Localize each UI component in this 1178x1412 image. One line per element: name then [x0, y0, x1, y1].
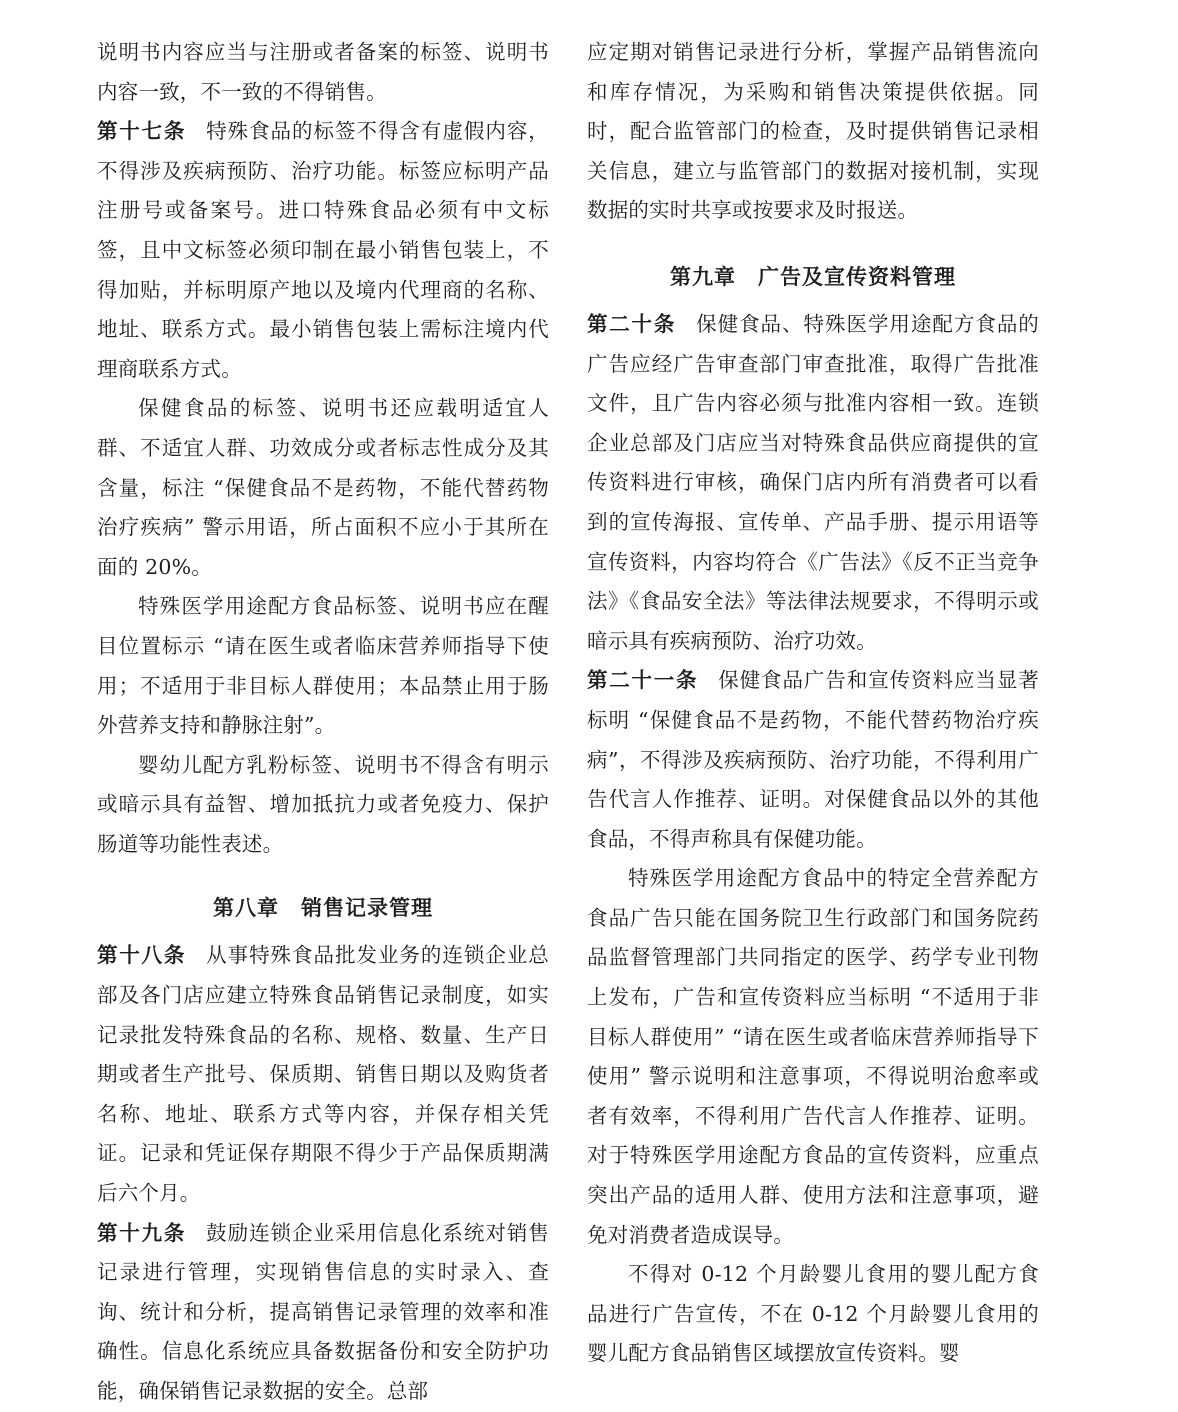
article-20-label: 第二十条	[587, 311, 677, 336]
chapter-9-title: 广告及宣传资料管理	[758, 264, 956, 289]
paragraph-infant-formula-label: 婴幼儿配方乳粉标签、说明书不得含有明示或暗示具有益智、增加抵抗力或者免疫力、保护肠道等功能性表述。	[97, 752, 549, 856]
chapter-8-number: 第八章	[213, 896, 279, 921]
article-21-text: 保健食品广告和宣传资料应当显著标明 “保健食品不是药物，不能代替药物治疗疾病”，不得涉及疾病预防、治疗功能，不得利用广告代言人作推荐、证明。对保健食品以外的其他食品，不得声称具有保健功能。	[587, 668, 1040, 851]
chapter-8-heading	[97, 892, 549, 922]
article-17-label: 第十七条	[97, 119, 187, 144]
article-19-label: 第十九条	[97, 1220, 187, 1245]
paragraph-medical-food-advertising: 特殊医学用途配方食品中的特定全营养配方食品广告只能在国务院卫生行政部门和国务院药品监督管理部门共同指定的医学、药学专业刊物上发布，广告和宣传资料应当标明 “不适用于非目标人群使用” “请在医生或者临床营养师指导下使用” 警示说明和注意事项，不得说明治愈率或者有效率，不得利用广告代言人作推荐、证明。对于特殊医学用途配方食品的宣传资料，应重点突出产品的适用人群、使用方法和注意事项，避免对消费者造成误导。	[587, 866, 1039, 1247]
paragraph-medical-food-label: 特殊医学用途配方食品标签、说明书应在醒目位置标示 “请在医生或者临床营养师指导下使用；不适用于非目标人群使用；本品禁止用于肠外营养支持和静脉注射”。	[97, 594, 549, 738]
left-column	[97, 33, 549, 1412]
chapter-8-title: 销售记录管理	[301, 896, 433, 921]
paragraph-infant-formula-advertising: 不得对 0-12 个月龄婴儿食用的婴儿配方食品进行广告宣传，不在 0-12 个月龄婴儿食用的婴儿配方食品销售区域摆放宣传资料。婴	[587, 1262, 1039, 1366]
article-20	[587, 305, 1039, 661]
article-18-label: 第十八条	[97, 943, 187, 968]
chapter-9-number: 第九章	[670, 264, 736, 289]
article-19-text: 鼓励连锁企业采用信息化系统对销售记录进行管理，实现销售信息的实时录入、查询、统计和分析，提高销售记录管理的效率和准确性。信息化系统应具备数据备份和安全防护功能，确保销售记录数据的安全。总部	[97, 1220, 550, 1403]
right-column	[587, 33, 1039, 1374]
article-19	[97, 1214, 549, 1412]
paragraph-label-consistency: 说明书内容应当与注册或者备案的标签、说明书内容一致，不一致的不得销售。	[97, 40, 549, 104]
paragraph-sales-analysis: 应定期对销售记录进行分析，掌握产品销售流向和库存情况，为采购和销售决策提供依据。同时，配合监管部门的检查，及时提供销售记录相关信息，建立与监管部门的数据对接机制，实现数据的实时共享或按要求及时报送。	[587, 40, 1039, 223]
paragraph-health-food-label: 保健食品的标签、说明书还应载明适宜人群、不适宜人群、功效成分或者标志性成分及其含量，标注 “保健食品不是药物，不能代替药物治疗疾病” 警示用语，所占面积不应小于其所在面的 20%。	[97, 396, 549, 579]
article-21	[587, 661, 1039, 859]
chapter-9-heading	[587, 261, 1039, 291]
article-17-text: 特殊食品的标签不得含有虚假内容，不得涉及疾病预防、治疗功能。标签应标明产品注册号或备案号。进口特殊食品必须有中文标签，且中文标签必须印制在最小销售包装上，不得加贴，并标明原产地以及境内代理商的名称、地址、联系方式。最小销售包装上需标注境内代理商联系方式。	[97, 119, 550, 381]
article-21-label: 第二十一条	[587, 668, 699, 693]
article-18	[97, 936, 549, 1213]
article-17	[97, 112, 549, 389]
article-18-text: 从事特殊食品批发业务的连锁企业总部及各门店应建立特殊食品销售记录制度，如实记录批发特殊食品的名称、规格、数量、生产日期或者生产批号、保质期、销售日期以及购货者名称、地址、联系方式等内容，并保存相关凭证。记录和凭证保存期限不得少于产品保质期满后六个月。	[97, 943, 550, 1206]
article-20-text: 保健食品、特殊医学用途配方食品的广告应经广告审查部门审查批准，取得广告批准文件，且广告内容必须与批准内容相一致。连锁企业总部及门店应当对特殊食品供应商提供的宣传资料进行审核，确保门店内所有消费者可以看到的宣传海报、宣传单、产品手册、提示用语等宣传资料，内容均符合《广告法》《反不正当竞争法》《食品安全法》等法律法规要求，不得明示或暗示具有疾病预防、治疗功效。	[587, 311, 1040, 653]
